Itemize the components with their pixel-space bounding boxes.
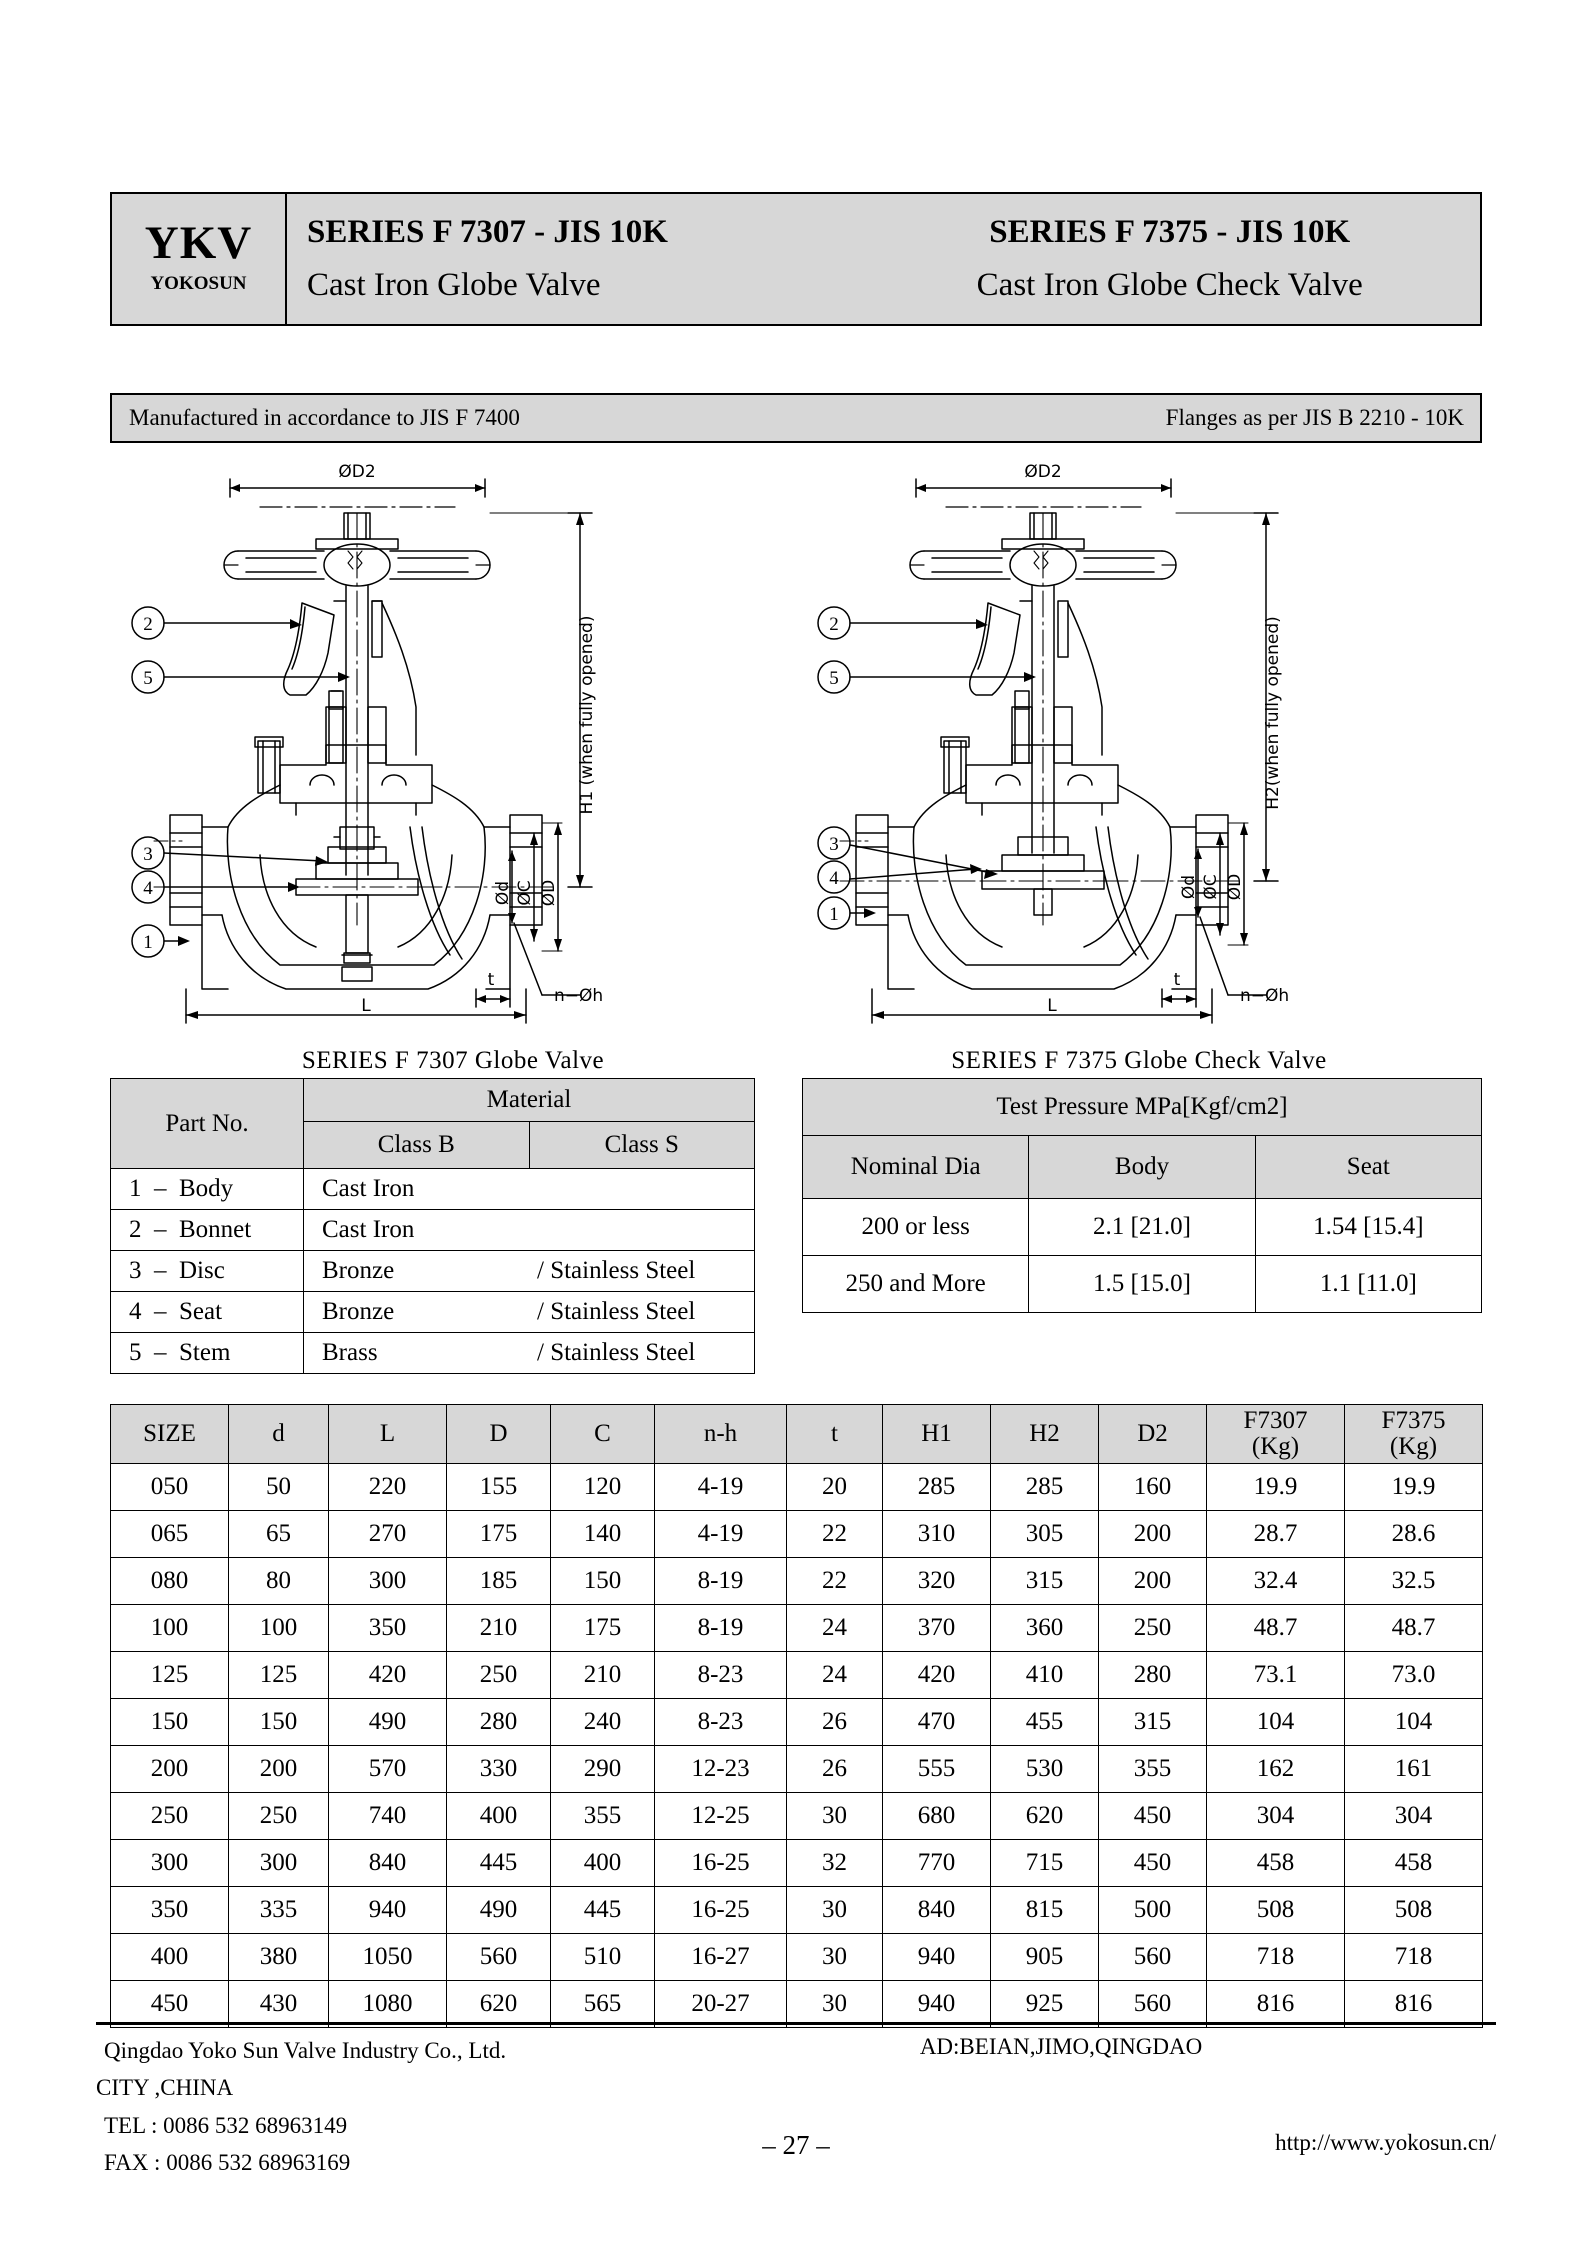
table-cell: 26 (787, 1746, 883, 1793)
table-cell: 370 (883, 1605, 991, 1652)
table-cell: 8-23 (655, 1652, 787, 1699)
table-cell: 8-19 (655, 1558, 787, 1605)
footer-company: Qingdao Yoko Sun Valve Industry Co., Ltd. (104, 2038, 507, 2063)
table-cell: 940 (883, 1981, 991, 2028)
table-cell: 420 (883, 1652, 991, 1699)
callout-2: 2 (143, 614, 153, 635)
table-row (803, 1256, 1482, 1313)
table-cell: 16-25 (655, 1840, 787, 1887)
table-cell: 8-19 (655, 1605, 787, 1652)
table-cell: 560 (1099, 1934, 1207, 1981)
label-small-d: Ød (493, 880, 513, 906)
table-cell: 280 (1099, 1652, 1207, 1699)
table-cell: 30 (787, 1934, 883, 1981)
table-cell: 200 (111, 1746, 229, 1793)
table-cell: 360 (991, 1605, 1099, 1652)
series-subtitle-right: Cast Iron Globe Check Valve (976, 267, 1363, 303)
standards-band (110, 393, 1482, 443)
series-subtitle-left: Cast Iron Globe Valve (307, 267, 601, 303)
column-header: F7375 (Kg) (1345, 1405, 1483, 1464)
test-pressure-col-body: Body (1029, 1136, 1255, 1199)
table-cell: 620 (447, 1981, 551, 2028)
table-cell: 210 (447, 1605, 551, 1652)
material-part-label: 3 – Disc (111, 1251, 304, 1292)
table-cell: 508 (1345, 1887, 1483, 1934)
table-cell: 350 (329, 1605, 447, 1652)
table-row (111, 1981, 1483, 2028)
table-cell: 200 (1099, 1511, 1207, 1558)
footer-page-number: – 27 – (762, 2130, 830, 2160)
table-cell: 28.6 (1345, 1511, 1483, 1558)
table-cell: 680 (883, 1793, 991, 1840)
brand-cell (112, 194, 287, 324)
table-cell: 100 (111, 1605, 229, 1652)
material-class-b-header: Class B (304, 1122, 530, 1169)
series-title-right: SERIES F 7375 - JIS 10K (989, 214, 1351, 250)
table-cell: 28.7 (1207, 1511, 1345, 1558)
table-cell: 161 (1345, 1746, 1483, 1793)
table-cell: 410 (991, 1652, 1099, 1699)
table-row (111, 1079, 755, 1122)
table-cell: 73.1 (1207, 1652, 1345, 1699)
table-cell: 380 (229, 1934, 329, 1981)
callout-3: 3 (143, 844, 153, 865)
material-class-s-value: / Stainless Steel (529, 1251, 755, 1292)
table-cell: 30 (787, 1981, 883, 2028)
table-cell: 355 (1099, 1746, 1207, 1793)
label-n-h: n−Øh (1240, 986, 1290, 1006)
table-cell: 320 (883, 1558, 991, 1605)
table-row (111, 1746, 1483, 1793)
material-part-no-header: Part No. (111, 1079, 304, 1169)
table-cell: 065 (111, 1511, 229, 1558)
material-table (110, 1078, 755, 1374)
table-cell: 32 (787, 1840, 883, 1887)
brand-mark: YKV (144, 217, 253, 270)
globe-valve-schematic (110, 455, 796, 1045)
table-cell: 150 (551, 1558, 655, 1605)
table-cell: 355 (551, 1793, 655, 1840)
table-cell: 16-27 (655, 1934, 787, 1981)
table-cell: 65 (229, 1511, 329, 1558)
column-header: t (787, 1405, 883, 1464)
table-cell: 335 (229, 1887, 329, 1934)
table-cell: 510 (551, 1934, 655, 1981)
column-header: n-h (655, 1405, 787, 1464)
test-pressure-title: Test Pressure MPa[Kgf/cm2] (803, 1079, 1482, 1136)
column-header: L (329, 1405, 447, 1464)
dimension-table (110, 1404, 1483, 2028)
table-cell: 12-25 (655, 1793, 787, 1840)
table-cell: 815 (991, 1887, 1099, 1934)
table-cell: 300 (111, 1840, 229, 1887)
table-row (111, 1464, 1483, 1511)
table-cell: 315 (1099, 1699, 1207, 1746)
dimension-table-body (111, 1464, 1483, 2028)
table-cell: 22 (787, 1558, 883, 1605)
subtitle-row (287, 255, 1480, 314)
table-cell: 310 (883, 1511, 991, 1558)
table-row (111, 1251, 755, 1292)
table-cell: 500 (1099, 1887, 1207, 1934)
table-cell: 32.5 (1345, 1558, 1483, 1605)
standard-manufactured: Manufactured in accordance to JIS F 7400 (129, 405, 520, 430)
label-d2: ØD2 (1024, 462, 1062, 482)
table-cell: 16-25 (655, 1887, 787, 1934)
table-cell: 450 (1099, 1840, 1207, 1887)
table-cell: 940 (883, 1934, 991, 1981)
column-header: D (447, 1405, 551, 1464)
callout-1: 1 (829, 904, 839, 925)
table-cell: 32.4 (1207, 1558, 1345, 1605)
title-block (110, 192, 1482, 326)
table-cell: 200 (1099, 1558, 1207, 1605)
table-cell: 24 (787, 1605, 883, 1652)
footer-divider (96, 2022, 1496, 2025)
table-cell: 250 (447, 1652, 551, 1699)
table-cell: 940 (329, 1887, 447, 1934)
table-cell: 420 (329, 1652, 447, 1699)
table-cell: 816 (1345, 1981, 1483, 2028)
material-part-label: 1 – Body (111, 1169, 304, 1210)
material-part-label: 4 – Seat (111, 1292, 304, 1333)
column-header: d (229, 1405, 329, 1464)
table-cell: 1050 (329, 1934, 447, 1981)
table-cell: 270 (329, 1511, 447, 1558)
table-cell: 250 (1099, 1605, 1207, 1652)
table-cell: 400 (111, 1934, 229, 1981)
column-header: C (551, 1405, 655, 1464)
table-cell: 080 (111, 1558, 229, 1605)
table-cell: 104 (1207, 1699, 1345, 1746)
table-cell: 304 (1207, 1793, 1345, 1840)
title-columns (287, 194, 1480, 324)
globe-check-valve-schematic (796, 455, 1482, 1045)
table-cell: 80 (229, 1558, 329, 1605)
table-cell: 560 (1099, 1981, 1207, 2028)
table-cell: 20 (787, 1464, 883, 1511)
table-cell: 508 (1207, 1887, 1345, 1934)
table-cell: 300 (229, 1840, 329, 1887)
table-cell: 100 (229, 1605, 329, 1652)
table-cell: 280 (447, 1699, 551, 1746)
table-row (111, 1793, 1483, 1840)
table-header-row (111, 1405, 1483, 1464)
table-cell: 48.7 (1345, 1605, 1483, 1652)
table-row (803, 1079, 1482, 1136)
table-cell: 445 (551, 1887, 655, 1934)
table-cell: 150 (229, 1699, 329, 1746)
table-cell: 24 (787, 1652, 883, 1699)
table-cell: 285 (883, 1464, 991, 1511)
footer-address: AD:BEIAN,JIMO,QINGDAO (919, 2034, 1203, 2059)
dimension-table-head (111, 1405, 1483, 1464)
table-cell: 140 (551, 1511, 655, 1558)
test-pressure-table (802, 1078, 1482, 1313)
table-row (111, 1887, 1483, 1934)
table-cell: 48.7 (1207, 1605, 1345, 1652)
material-header: Material (304, 1079, 755, 1122)
table-row (111, 1292, 755, 1333)
table-cell: 4-19 (655, 1464, 787, 1511)
test-pressure-dia: 200 or less (803, 1199, 1029, 1256)
table-cell: 565 (551, 1981, 655, 2028)
label-c: ØC (515, 880, 535, 906)
table-cell: 315 (991, 1558, 1099, 1605)
standard-flanges: Flanges as per JIS B 2210 - 10K (1165, 405, 1464, 430)
table-cell: 210 (551, 1652, 655, 1699)
drawing-caption-left: SERIES F 7307 Globe Valve (301, 1047, 605, 1074)
table-cell: 30 (787, 1887, 883, 1934)
material-class-b-value: Cast Iron (304, 1169, 530, 1210)
table-cell: 4-19 (655, 1511, 787, 1558)
table-cell: 250 (111, 1793, 229, 1840)
column-header: D2 (1099, 1405, 1207, 1464)
material-part-label: 2 – Bonnet (111, 1210, 304, 1251)
table-cell: 445 (447, 1840, 551, 1887)
table-row (111, 1934, 1483, 1981)
table-cell: 450 (111, 1981, 229, 2028)
material-class-b-value: Bronze (304, 1251, 530, 1292)
label-c: ØC (1201, 874, 1221, 900)
test-pressure-dia: 250 and More (803, 1256, 1029, 1313)
table-row (803, 1136, 1482, 1199)
label-n-h: n−Øh (554, 986, 604, 1006)
series-title-left: SERIES F 7307 - JIS 10K (307, 214, 668, 250)
table-row (111, 1169, 755, 1210)
callout-4: 4 (143, 878, 153, 899)
table-row (111, 1558, 1483, 1605)
table-cell: 12-23 (655, 1746, 787, 1793)
table-cell: 555 (883, 1746, 991, 1793)
footer-url[interactable]: http://www.yokosun.cn/ (1275, 2130, 1496, 2155)
table-cell: 458 (1207, 1840, 1345, 1887)
table-cell: 050 (111, 1464, 229, 1511)
table-cell: 350 (111, 1887, 229, 1934)
label-h2: H2(when fully opened) (1263, 616, 1283, 810)
footer-city: CITY ,CHINA (96, 2075, 234, 2101)
material-class-s-value: / Stainless Steel (529, 1292, 755, 1333)
table-cell: 305 (991, 1511, 1099, 1558)
drawings-area (110, 455, 1482, 1075)
test-pressure-seat: 1.1 [11.0] (1255, 1256, 1481, 1313)
table-cell: 250 (229, 1793, 329, 1840)
material-class-b-value: Cast Iron (304, 1210, 530, 1251)
label-t: t (1173, 970, 1181, 990)
series-row (287, 200, 1480, 255)
material-class-s-value: / Stainless Steel (529, 1333, 755, 1374)
table-cell: 26 (787, 1699, 883, 1746)
label-big-d: ØD (539, 879, 559, 907)
table-cell: 50 (229, 1464, 329, 1511)
table-cell: 560 (447, 1934, 551, 1981)
footer-tel: TEL : 0086 532 68963149 (104, 2112, 348, 2138)
table-cell: 104 (1345, 1699, 1483, 1746)
table-row (111, 1333, 755, 1374)
brand-name: YOKOSUN (150, 272, 247, 294)
table-row (111, 1210, 755, 1251)
table-cell: 125 (229, 1652, 329, 1699)
table-cell: 816 (1207, 1981, 1345, 2028)
table-cell: 1080 (329, 1981, 447, 2028)
table-cell: 740 (329, 1793, 447, 1840)
test-pressure-seat: 1.54 [15.4] (1255, 1199, 1481, 1256)
table-cell: 840 (329, 1840, 447, 1887)
table-row (803, 1199, 1482, 1256)
table-cell: 162 (1207, 1746, 1345, 1793)
drawing-globe-check-valve (796, 455, 1482, 1075)
table-cell: 185 (447, 1558, 551, 1605)
callout-2: 2 (829, 614, 839, 635)
column-header: SIZE (111, 1405, 229, 1464)
callout-4: 4 (829, 868, 839, 889)
table-row (111, 1652, 1483, 1699)
column-header: F7307 (Kg) (1207, 1405, 1345, 1464)
footer (96, 2032, 1496, 2212)
callout-1: 1 (143, 932, 153, 953)
table-cell: 30 (787, 1793, 883, 1840)
table-cell: 400 (447, 1793, 551, 1840)
table-cell: 570 (329, 1746, 447, 1793)
drawing-globe-valve (110, 455, 796, 1075)
callout-5: 5 (143, 668, 153, 689)
table-cell: 8-23 (655, 1699, 787, 1746)
table-row (111, 1605, 1483, 1652)
test-pressure-body: 2.1 [21.0] (1029, 1199, 1255, 1256)
table-cell: 400 (551, 1840, 655, 1887)
table-cell: 718 (1345, 1934, 1483, 1981)
table-cell: 840 (883, 1887, 991, 1934)
material-class-s-value (529, 1210, 755, 1251)
callout-3: 3 (829, 834, 839, 855)
table-cell: 125 (111, 1652, 229, 1699)
table-cell: 175 (447, 1511, 551, 1558)
table-cell: 905 (991, 1934, 1099, 1981)
drawing-caption-right: SERIES F 7375 Globe Check Valve (951, 1047, 1327, 1074)
table-cell: 175 (551, 1605, 655, 1652)
label-big-d: ØD (1225, 873, 1245, 901)
table-cell: 160 (1099, 1464, 1207, 1511)
table-cell: 19.9 (1345, 1464, 1483, 1511)
table-cell: 150 (111, 1699, 229, 1746)
table-cell: 450 (1099, 1793, 1207, 1840)
table-cell: 285 (991, 1464, 1099, 1511)
callout-5: 5 (829, 668, 839, 689)
table-row (111, 1699, 1483, 1746)
table-cell: 73.0 (1345, 1652, 1483, 1699)
table-cell: 20-27 (655, 1981, 787, 2028)
table-cell: 490 (329, 1699, 447, 1746)
material-class-s-header: Class S (529, 1122, 755, 1169)
table-cell: 470 (883, 1699, 991, 1746)
dimension-table-wrap (110, 1404, 1482, 2028)
footer-fax: FAX : 0086 532 68963169 (104, 2149, 351, 2175)
column-header: H1 (883, 1405, 991, 1464)
test-pressure-body: 1.5 [15.0] (1029, 1256, 1255, 1313)
material-class-s-value (529, 1169, 755, 1210)
table-cell: 458 (1345, 1840, 1483, 1887)
table-cell: 304 (1345, 1793, 1483, 1840)
table-row (111, 1511, 1483, 1558)
table-cell: 718 (1207, 1934, 1345, 1981)
table-cell: 220 (329, 1464, 447, 1511)
table-cell: 300 (329, 1558, 447, 1605)
table-cell: 22 (787, 1511, 883, 1558)
table-cell: 240 (551, 1699, 655, 1746)
table-cell: 770 (883, 1840, 991, 1887)
label-l: L (1047, 996, 1057, 1016)
table-cell: 455 (991, 1699, 1099, 1746)
column-header: H2 (991, 1405, 1099, 1464)
test-pressure-col-dia: Nominal Dia (803, 1136, 1029, 1199)
label-small-d: Ød (1179, 874, 1199, 900)
material-class-b-value: Brass (304, 1333, 530, 1374)
table-cell: 290 (551, 1746, 655, 1793)
table-cell: 19.9 (1207, 1464, 1345, 1511)
label-h1: H1 (when fully opened) (577, 615, 597, 815)
table-row (111, 1840, 1483, 1887)
table-cell: 155 (447, 1464, 551, 1511)
test-pressure-col-seat: Seat (1255, 1136, 1481, 1199)
table-cell: 200 (229, 1746, 329, 1793)
material-part-label: 5 – Stem (111, 1333, 304, 1374)
table-cell: 430 (229, 1981, 329, 2028)
table-cell: 715 (991, 1840, 1099, 1887)
material-class-b-value: Bronze (304, 1292, 530, 1333)
label-d2: ØD2 (338, 462, 376, 482)
table-cell: 120 (551, 1464, 655, 1511)
table-cell: 490 (447, 1887, 551, 1934)
label-l: L (361, 996, 371, 1016)
table-cell: 620 (991, 1793, 1099, 1840)
table-cell: 530 (991, 1746, 1099, 1793)
table-cell: 925 (991, 1981, 1099, 2028)
label-t: t (487, 970, 495, 990)
table-cell: 330 (447, 1746, 551, 1793)
